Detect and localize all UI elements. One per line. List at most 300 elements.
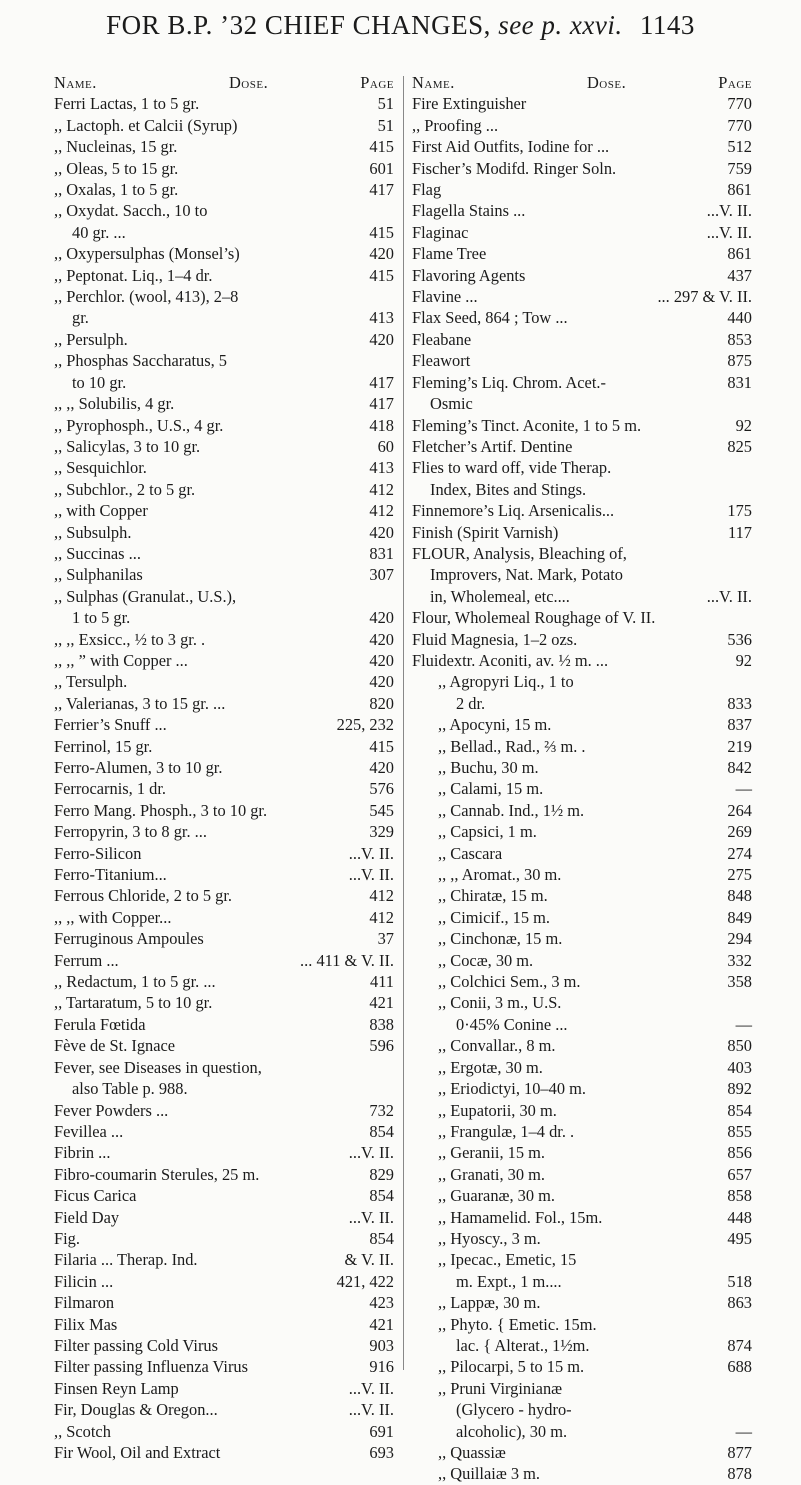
entry-text: 40 gr. ... xyxy=(72,222,126,242)
entry-page: 437 xyxy=(727,265,752,285)
index-entry xyxy=(54,522,394,543)
entry-text: Filicin ... xyxy=(54,1271,114,1291)
entry-text: ,, Geranii, 15 m. xyxy=(438,1143,545,1163)
index-entry xyxy=(54,1185,394,1206)
entry-text: Ferrocarnis, 1 dr. xyxy=(54,779,166,799)
index-entry xyxy=(412,800,752,821)
index-entry xyxy=(54,885,394,906)
entry-text: ,, Capsici, 1 m. xyxy=(438,822,537,842)
entry-page: 842 xyxy=(727,758,752,777)
entry-page: 413 xyxy=(369,458,394,478)
index-entry xyxy=(54,265,394,286)
entry-page: 850 xyxy=(727,1036,752,1056)
index-entry xyxy=(412,1314,752,1335)
entry-text: Filmaron xyxy=(54,1293,115,1313)
entry-page: 117 xyxy=(728,522,752,542)
index-entry xyxy=(54,907,394,928)
index-entry xyxy=(412,907,752,928)
index-entry xyxy=(54,93,394,114)
entry-text: Ferula Fœtida xyxy=(54,1014,146,1034)
index-entry xyxy=(412,350,752,371)
index-entry xyxy=(412,1378,752,1399)
entry-text: Fleawort xyxy=(412,351,471,371)
index-entry xyxy=(412,372,752,393)
index-entry xyxy=(412,522,752,543)
index-entry xyxy=(54,1164,394,1185)
entry-page: 448 xyxy=(727,1207,752,1227)
entry-page: 51 xyxy=(377,94,394,114)
entry-page: 420 xyxy=(369,329,394,349)
entry-text: Finish (Spirit Varnish) xyxy=(412,522,559,542)
entry-text: Fir, Douglas & Oregon... xyxy=(54,1400,218,1420)
index-entry xyxy=(412,1142,752,1163)
entry-page: 275 xyxy=(727,865,752,885)
index-entry xyxy=(54,1314,394,1335)
index-entry xyxy=(54,778,394,799)
entry-text: Fibro-coumarin Sterules, 25 m. xyxy=(54,1164,260,1184)
index-entry xyxy=(412,479,752,500)
entry-page: 601 xyxy=(369,158,394,178)
index-entry xyxy=(54,1292,394,1313)
index-entry xyxy=(54,950,394,971)
index-entry xyxy=(54,1100,394,1121)
index-entry xyxy=(54,1228,394,1249)
entry-page: 332 xyxy=(727,950,752,970)
entry-text: lac. { Alterat., 1½m. xyxy=(456,1335,590,1355)
index-entry xyxy=(412,607,752,628)
entry-page: 829 xyxy=(369,1164,394,1184)
entry-text: Fleming’s Tinct. Aconite, 1 to 5 m. xyxy=(412,415,642,435)
entry-text: Filter passing Cold Virus xyxy=(54,1335,218,1355)
right-column-headings xyxy=(412,72,752,93)
entry-page: 688 xyxy=(727,1357,752,1377)
entry-page: 854 xyxy=(369,1121,394,1141)
entry-text: ,, Cascara xyxy=(438,843,503,863)
index-entry xyxy=(54,607,394,628)
entry-page: 856 xyxy=(727,1143,752,1163)
entry-text: alcoholic), 30 m. xyxy=(456,1421,568,1441)
entry-page: 417 xyxy=(369,180,394,200)
entry-text: Ferro-Alumen, 3 to 10 gr. xyxy=(54,758,223,777)
index-entry xyxy=(412,265,752,286)
entry-text: ,, Quillaiæ 3 m. xyxy=(438,1464,540,1484)
entry-page: ...V. II. xyxy=(348,1400,394,1420)
entry-page: 877 xyxy=(727,1443,752,1462)
index-entry xyxy=(54,821,394,842)
entry-text: ,, Quassiæ xyxy=(438,1443,506,1462)
index-entry xyxy=(412,1335,752,1356)
index-entry xyxy=(412,200,752,221)
entry-text: ,, Ergotæ, 30 m. xyxy=(438,1057,543,1077)
entry-page: 412 xyxy=(369,479,394,499)
entry-page: 576 xyxy=(369,779,394,799)
entry-page: ...V. II. xyxy=(348,1207,394,1227)
entry-page: 415 xyxy=(369,736,394,756)
entry-page: 418 xyxy=(369,415,394,435)
index-entry xyxy=(54,136,394,157)
entry-text: ,, Sulphas (Granulat., U.S.), xyxy=(54,586,237,606)
entry-page: 892 xyxy=(727,1079,752,1099)
entry-text: ,, Tartaratum, 5 to 10 gr. xyxy=(54,993,213,1013)
entry-text: ,, Valerianas, 3 to 15 gr. ... xyxy=(54,693,226,713)
header-title: FOR B.P. ’32 CHIEF CHANGES, xyxy=(106,10,491,40)
entry-page: 691 xyxy=(369,1421,394,1441)
entry-text: ,, Peptonat. Liq., 1–4 dr. xyxy=(54,265,213,285)
entry-page: 855 xyxy=(727,1121,752,1141)
entry-text: m. Expt., 1 m.... xyxy=(456,1271,562,1291)
index-entry xyxy=(412,778,752,799)
entry-page: 853 xyxy=(727,329,752,349)
index-entry xyxy=(54,1378,394,1399)
entry-text: ,, Bellad., Rad., ⅔ m. . xyxy=(438,736,586,756)
entry-page: 916 xyxy=(369,1357,394,1377)
entry-page: ...V. II. xyxy=(706,222,752,242)
entry-page: 838 xyxy=(369,1014,394,1034)
header-see: see p. xxvi. xyxy=(498,10,623,40)
entry-text: Improvers, Nat. Mark, Potato xyxy=(430,565,624,585)
entry-page: 837 xyxy=(727,715,752,735)
index-entry xyxy=(412,564,752,585)
entry-page: ...V. II. xyxy=(348,1143,394,1163)
entry-page: 858 xyxy=(727,1186,752,1206)
entry-text: Ferro Mang. Phosph., 3 to 10 gr. xyxy=(54,800,268,820)
index-entry xyxy=(412,415,752,436)
index-entry xyxy=(54,286,394,307)
entry-text: FLOUR, Analysis, Bleaching of, xyxy=(412,543,627,563)
entry-text: ,, Lappæ, 30 m. xyxy=(438,1293,541,1313)
entry-page: ...V. II. xyxy=(706,586,752,606)
entry-page: 51 xyxy=(377,115,394,135)
index-entry xyxy=(54,543,394,564)
index-entry xyxy=(54,393,394,414)
entry-text: Ferri Lactas, 1 to 5 gr. xyxy=(54,94,200,114)
index-entry xyxy=(54,372,394,393)
index-entry xyxy=(412,1292,752,1313)
left-entry-list xyxy=(54,93,394,1463)
entry-page: 420 xyxy=(369,608,394,628)
index-entry xyxy=(54,1271,394,1292)
entry-text: ,, Sesquichlor. xyxy=(54,458,147,478)
index-entry xyxy=(54,243,394,264)
entry-text: ,, Colchici Sem., 3 m. xyxy=(438,972,581,992)
index-entry xyxy=(412,1078,752,1099)
entry-page: 861 xyxy=(727,244,752,264)
entry-page: ... 297 & V. II. xyxy=(657,287,752,307)
entry-text: First Aid Outfits, Iodine for ... xyxy=(412,137,610,157)
heading-name: Name. xyxy=(412,73,455,92)
entry-page: 770 xyxy=(727,94,752,114)
heading-page: Page xyxy=(360,73,394,92)
entry-text: Fischer’s Modifd. Ringer Soln. xyxy=(412,158,617,178)
index-entry xyxy=(412,115,752,136)
entry-page: ...V. II. xyxy=(348,843,394,863)
entry-page: 421 xyxy=(369,1314,394,1334)
right-entry-list xyxy=(412,93,752,1484)
index-entry xyxy=(412,928,752,949)
entry-text: ,, Nucleinas, 15 gr. xyxy=(54,137,178,157)
entry-text: gr. xyxy=(72,308,89,328)
index-entry xyxy=(412,1463,752,1484)
entry-page: 413 xyxy=(369,308,394,328)
index-entry xyxy=(54,564,394,585)
entry-text: ,, Oleas, 5 to 15 gr. xyxy=(54,158,179,178)
entry-page: 307 xyxy=(369,565,394,585)
entry-page: 417 xyxy=(369,372,394,392)
left-column-headings xyxy=(54,72,394,93)
entry-text: Flies to ward off, vide Therap. xyxy=(412,458,612,478)
entry-text: Ficus Carica xyxy=(54,1186,137,1206)
index-entry xyxy=(412,1421,752,1442)
index-entry xyxy=(54,1421,394,1442)
entry-text: ,, Granati, 30 m. xyxy=(438,1164,545,1184)
entry-text: Flame Tree xyxy=(412,244,487,264)
entry-text: ,, Oxypersulphas (Monsel’s) xyxy=(54,244,240,264)
index-entry xyxy=(412,543,752,564)
index-entry xyxy=(412,286,752,307)
entry-text: Filter passing Influenza Virus xyxy=(54,1357,248,1377)
entry-text: ,, Cimicif., 15 m. xyxy=(438,907,550,927)
entry-page: 518 xyxy=(727,1271,752,1291)
index-entry xyxy=(412,1057,752,1078)
index-entry xyxy=(412,436,752,457)
entry-text: ,, Eupatorii, 30 m. xyxy=(438,1100,557,1120)
entry-text: Filix Mas xyxy=(54,1314,118,1334)
entry-page: 831 xyxy=(727,372,752,392)
entry-page: 875 xyxy=(727,351,752,371)
entry-page: 420 xyxy=(369,672,394,692)
entry-text: Fever, see Diseases in question, xyxy=(54,1057,262,1077)
index-entry xyxy=(412,500,752,521)
index-entry xyxy=(54,736,394,757)
left-column xyxy=(54,72,394,1463)
entry-text: ,, Phosphas Saccharatus, 5 xyxy=(54,351,227,371)
entry-page: 495 xyxy=(727,1228,752,1248)
entry-page: & V. II. xyxy=(344,1250,394,1270)
entry-page: 175 xyxy=(727,501,752,521)
index-entry xyxy=(54,992,394,1013)
entry-text: also Table p. 988. xyxy=(72,1079,188,1099)
entry-page: — xyxy=(735,1421,752,1441)
entry-text: Flaginac xyxy=(412,222,469,242)
index-entry xyxy=(54,158,394,179)
index-entry xyxy=(412,243,752,264)
entry-text: 1 to 5 gr. xyxy=(72,608,131,628)
index-entry xyxy=(54,714,394,735)
entry-text: Ferro-Silicon xyxy=(54,843,142,863)
entry-text: ,, Conii, 3 m., U.S. xyxy=(438,993,562,1013)
right-column xyxy=(412,72,752,1485)
entry-page: 440 xyxy=(727,308,752,328)
entry-text: ,, Pilocarpi, 5 to 15 m. xyxy=(438,1357,585,1377)
entry-text: ,, Guaranæ, 30 m. xyxy=(438,1186,555,1206)
index-entry xyxy=(54,350,394,371)
index-entry xyxy=(54,586,394,607)
index-entry xyxy=(54,1078,394,1099)
index-entry xyxy=(412,1164,752,1185)
entry-text: ,, Cocæ, 30 m. xyxy=(438,950,534,970)
index-entry xyxy=(412,1442,752,1463)
entry-text: ,, with Copper xyxy=(54,501,148,521)
entry-text: Flagella Stains ... xyxy=(412,201,526,221)
header-page-number: 1143 xyxy=(639,10,695,40)
entry-page: 294 xyxy=(727,929,752,949)
entry-text: Finnemore’s Liq. Arsenicalis... xyxy=(412,501,615,521)
entry-page: 329 xyxy=(369,822,394,842)
entry-page: 411 xyxy=(370,972,394,992)
index-entry xyxy=(412,950,752,971)
entry-text: ,, Redactum, 1 to 5 gr. ... xyxy=(54,972,216,992)
index-entry xyxy=(54,1014,394,1035)
index-entry xyxy=(54,500,394,521)
entry-text: 2 dr. xyxy=(456,693,486,713)
entry-text: ,, ,, ” with Copper ... xyxy=(54,650,188,670)
entry-text: ,, Hyoscy., 3 m. xyxy=(438,1228,541,1248)
entry-text: Fleming’s Liq. Chrom. Acet.- xyxy=(412,372,606,392)
entry-page: 403 xyxy=(727,1057,752,1077)
entry-page: 423 xyxy=(369,1293,394,1313)
entry-page: 596 xyxy=(369,1036,394,1056)
index-entry xyxy=(412,329,752,350)
entry-text: Fire Extinguisher xyxy=(412,94,527,114)
entry-text: ,, Cannab. Ind., 1½ m. xyxy=(438,800,585,820)
index-entry xyxy=(54,757,394,778)
index-entry xyxy=(412,1356,752,1377)
entry-text: ,, Eriodictyi, 10–40 m. xyxy=(438,1079,586,1099)
entry-text: Filaria ... Therap. Ind. xyxy=(54,1250,198,1270)
entry-text: ,, Proofing ... xyxy=(412,115,499,135)
entry-text: ,, Pyrophosph., U.S., 4 gr. xyxy=(54,415,224,435)
entry-page: 421, 422 xyxy=(336,1271,394,1291)
entry-text: ,, Salicylas, 3 to 10 gr. xyxy=(54,436,201,456)
entry-text: Fir Wool, Oil and Extract xyxy=(54,1443,221,1462)
index-entry xyxy=(412,93,752,114)
heading-dose: Dose. xyxy=(586,73,627,92)
index-entry xyxy=(54,1399,394,1420)
index-entry xyxy=(412,393,752,414)
entry-page: 358 xyxy=(727,972,752,992)
entry-text: Flavoring Agents xyxy=(412,265,526,285)
entry-page: 269 xyxy=(727,822,752,842)
entry-page: 861 xyxy=(727,180,752,200)
index-entry xyxy=(412,1249,752,1270)
index-entry xyxy=(54,436,394,457)
running-header xyxy=(0,10,801,41)
entry-page: 545 xyxy=(369,800,394,820)
index-entry xyxy=(412,885,752,906)
entry-page: 420 xyxy=(369,758,394,777)
entry-text: Flour, Wholemeal Roughage of V. II. xyxy=(412,608,656,628)
entry-text: ,, Phyto. { Emetic. 15m. xyxy=(438,1314,597,1334)
index-entry xyxy=(54,693,394,714)
entry-page: 849 xyxy=(727,907,752,927)
entry-text: ,, Calami, 15 m. xyxy=(438,779,544,799)
index-entry xyxy=(412,1100,752,1121)
index-entry xyxy=(54,1442,394,1463)
entry-page: 831 xyxy=(369,543,394,563)
entry-page: 412 xyxy=(369,907,394,927)
column-divider xyxy=(403,76,404,1370)
entry-page: 420 xyxy=(369,244,394,264)
index-entry xyxy=(54,1121,394,1142)
entry-text: ,, Subchlor., 2 to 5 gr. xyxy=(54,479,196,499)
entry-text: Ferro-Titanium... xyxy=(54,865,167,885)
entry-page: 512 xyxy=(727,137,752,157)
entry-page: 732 xyxy=(369,1100,394,1120)
entry-text: Ferrous Chloride, 2 to 5 gr. xyxy=(54,886,233,906)
index-entry xyxy=(54,415,394,436)
entry-text: Fleabane xyxy=(412,329,472,349)
index-entry xyxy=(54,928,394,949)
entry-text: ,, ,, Exsicc., ½ to 3 gr. . xyxy=(54,629,206,649)
entry-page: 693 xyxy=(369,1443,394,1462)
entry-page: 854 xyxy=(369,1228,394,1248)
entry-page: 225, 232 xyxy=(336,715,394,735)
index-entry xyxy=(412,629,752,650)
index-entry xyxy=(412,1207,752,1228)
entry-text: Fig. xyxy=(54,1228,80,1248)
entry-page: 420 xyxy=(369,650,394,670)
entry-text: Fletcher’s Artif. Dentine xyxy=(412,436,573,456)
entry-text: Fluid Magnesia, 1–2 ozs. xyxy=(412,629,578,649)
entry-text: Ferrier’s Snuff ... xyxy=(54,715,167,735)
index-entry xyxy=(54,671,394,692)
entry-text: ,, ,, Solubilis, 4 gr. xyxy=(54,394,175,414)
entry-page: 820 xyxy=(369,693,394,713)
entry-text: ,, ,, Aromat., 30 m. xyxy=(438,865,562,885)
entry-page: 420 xyxy=(369,522,394,542)
index-entry xyxy=(412,1014,752,1035)
entry-page: 219 xyxy=(727,736,752,756)
entry-text: ,, Chiratæ, 15 m. xyxy=(438,886,548,906)
index-entry xyxy=(54,329,394,350)
heading-dose: Dose. xyxy=(228,73,269,92)
entry-page: 92 xyxy=(735,415,752,435)
entry-text: ,, Persulph. xyxy=(54,329,128,349)
index-entry xyxy=(412,864,752,885)
index-entry xyxy=(54,179,394,200)
index-entry xyxy=(412,1185,752,1206)
entry-page: 417 xyxy=(369,394,394,414)
entry-page: 412 xyxy=(369,886,394,906)
index-entry xyxy=(412,736,752,757)
entry-text: Ferropyrin, 3 to 8 gr. ... xyxy=(54,822,207,842)
entry-page: 825 xyxy=(727,436,752,456)
index-entry xyxy=(412,222,752,243)
index-entry xyxy=(412,821,752,842)
entry-text: ,, Subsulph. xyxy=(54,522,132,542)
entry-text: Flax Seed, 864 ; Tow ... xyxy=(412,308,568,328)
entry-page: 415 xyxy=(369,265,394,285)
entry-text: Finsen Reyn Lamp xyxy=(54,1378,179,1398)
entry-text: ,, Sulphanilas xyxy=(54,565,143,585)
entry-text: ,, Succinas ... xyxy=(54,543,141,563)
entry-text: Fluidextr. Aconiti, av. ½ m. ... xyxy=(412,650,609,670)
index-entry xyxy=(54,479,394,500)
index-entry xyxy=(412,1121,752,1142)
entry-text: ,, Agropyri Liq., 1 to xyxy=(438,672,574,692)
entry-text: ,, Oxydat. Sacch., 10 to xyxy=(54,201,208,221)
entry-text: (Glycero - hydro- xyxy=(456,1400,572,1420)
entry-page: 770 xyxy=(727,115,752,135)
index-entry xyxy=(412,992,752,1013)
entry-text: ,, Buchu, 30 m. xyxy=(438,758,539,777)
index-entry xyxy=(54,115,394,136)
entry-page: ...V. II. xyxy=(348,1378,394,1398)
entry-page: 412 xyxy=(369,501,394,521)
index-entry xyxy=(54,1335,394,1356)
index-entry xyxy=(412,1399,752,1420)
entry-text: ,, Pruni Virginianæ xyxy=(438,1378,563,1398)
